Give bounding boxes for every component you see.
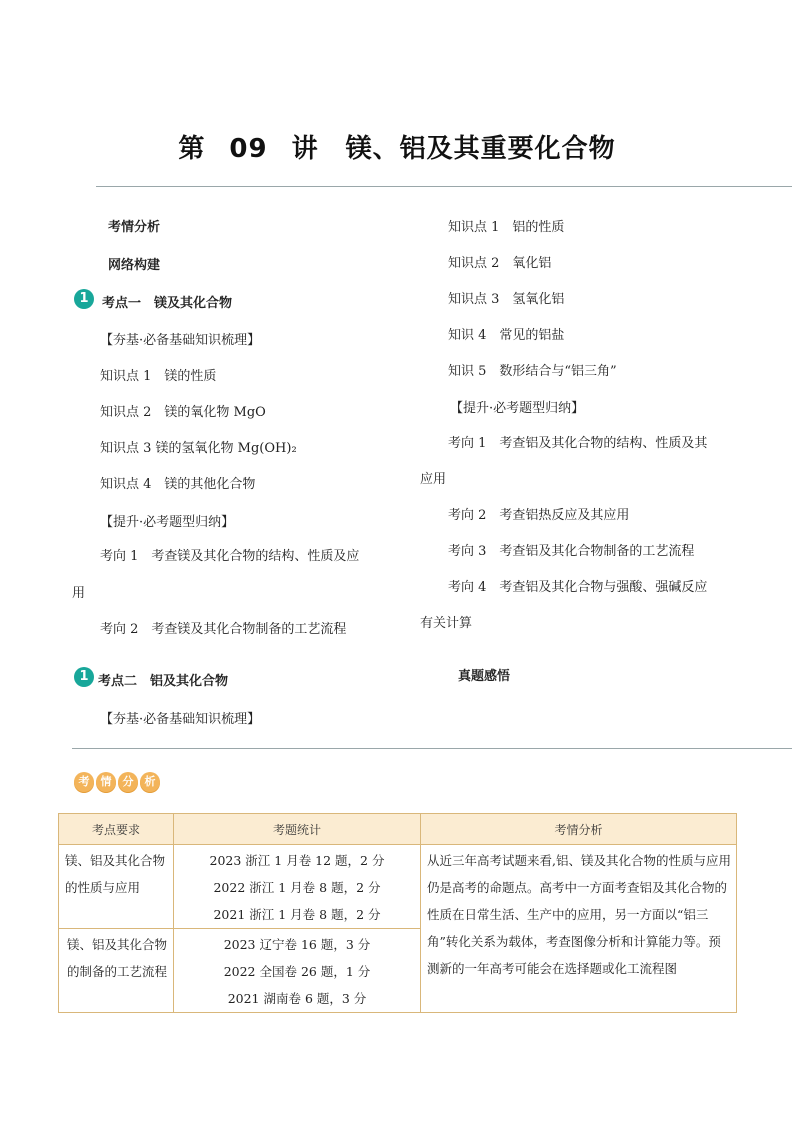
toc-s1-k3[interactable]: 知识点 3 镁的氢氧化物 Mg(OH)₂ [100, 441, 297, 456]
toc-s1-d1[interactable]: 考向 1 考查镁及其化合物的结构、性质及应 [100, 549, 360, 564]
toc-s2-d1-cont[interactable]: 应用 [420, 472, 447, 487]
stat-line: 2022 浙江 1 月卷 8 题，2 分 [213, 880, 381, 895]
toc-s2-foundation[interactable]: 【夯基·必备基础知识梳理】 [100, 712, 261, 727]
section-tag-kaoqing [74, 772, 160, 792]
toc-s1-k4[interactable]: 知识点 4 镁的其他化合物 [100, 477, 256, 492]
toc-wangluo-link[interactable]: 网络构建 [108, 258, 161, 273]
toc-section1-link[interactable]: 考点一 镁及其化合物 [102, 296, 233, 311]
table-header-row [59, 814, 737, 845]
section-number-badge: 1 [74, 289, 94, 309]
tag-char: 情 [96, 772, 116, 792]
toc-s2-k1[interactable]: 知识点 1 铝的性质 [448, 220, 565, 235]
col-header-analysis: 考情分析 [421, 814, 737, 845]
toc-s2-k2[interactable]: 知识点 2 氧化铝 [448, 256, 552, 271]
requirement-cell: 镁、铝及其化合物的性质与应用 [59, 845, 174, 929]
requirement-cell: 镁、铝及其化合物的制备的工艺流程 [59, 929, 174, 1013]
stat-line: 2021 浙江 1 月卷 8 题，2 分 [213, 907, 381, 922]
analysis-cell: 从近三年高考试题来看,铝、镁及其化合物的性质与应用仍是高考的命题点。高考中一方面考查铝及其化合物的性质在日常生活、生产中的应用，另一方面以“铝三角”转化关系为载体，考查图像分析和计算能力等。预测新的一年高考可能会在选择题或化工流程图 [421, 845, 737, 1013]
section-number-badge: 1 [74, 667, 94, 687]
toc-s2-d2[interactable]: 考向 2 考查铝热反应及其应用 [448, 508, 630, 523]
stat-line: 2023 辽宁卷 16 题，3 分 [223, 937, 371, 952]
toc-divider [72, 748, 792, 749]
toc-zhenti-link[interactable]: 真题感悟 [458, 669, 511, 684]
toc-kaoqing-link[interactable]: 考情分析 [108, 220, 161, 235]
toc-s2-k4[interactable]: 知识 4 常见的铝盐 [448, 328, 565, 343]
stat-line: 2022 全国卷 26 题，1 分 [223, 964, 371, 979]
toc-s1-k1[interactable]: 知识点 1 镁的性质 [100, 369, 217, 384]
toc-section2-link[interactable]: 考点二 铝及其化合物 [98, 674, 229, 689]
toc-s1-k2[interactable]: 知识点 2 镁的氧化物 MgO [100, 405, 266, 420]
title-divider [96, 186, 792, 187]
tag-char: 考 [74, 772, 94, 792]
analysis-table [58, 813, 737, 1013]
toc-s2-d4[interactable]: 考向 4 考查铝及其化合物与强酸、强碱反应 [448, 580, 708, 595]
toc-s2-d4-cont[interactable]: 有关计算 [420, 616, 473, 631]
stat-line: 2021 湖南卷 6 题，3 分 [227, 991, 367, 1006]
toc-s2-k3[interactable]: 知识点 3 氢氧化铝 [448, 292, 565, 307]
statistics-cell [174, 929, 421, 1013]
stat-line: 2023 浙江 1 月卷 12 题，2 分 [209, 853, 385, 868]
toc-s2-d3[interactable]: 考向 3 考查铝及其化合物制备的工艺流程 [448, 544, 695, 559]
toc-s2-k5[interactable]: 知识 5 数形结合与“铝三角” [448, 364, 617, 379]
tag-char: 析 [140, 772, 160, 792]
statistics-cell [174, 845, 421, 929]
toc-s1-d1-cont[interactable]: 用 [72, 586, 86, 601]
col-header-statistics: 考题统计 [174, 814, 421, 845]
toc-s1-improve[interactable]: 【提升·必考题型归纳】 [100, 515, 235, 530]
toc-s2-d1[interactable]: 考向 1 考查铝及其化合物的结构、性质及其 [448, 436, 708, 451]
col-header-requirement: 考点要求 [59, 814, 174, 845]
table-row [59, 845, 737, 929]
toc-s1-d2[interactable]: 考向 2 考查镁及其化合物制备的工艺流程 [100, 622, 347, 637]
tag-char: 分 [118, 772, 138, 792]
page-title: 第 09 讲 镁、铝及其重要化合物 [178, 134, 616, 164]
toc-s2-improve[interactable]: 【提升·必考题型归纳】 [450, 401, 585, 416]
toc-s1-foundation[interactable]: 【夯基·必备基础知识梳理】 [100, 333, 261, 348]
